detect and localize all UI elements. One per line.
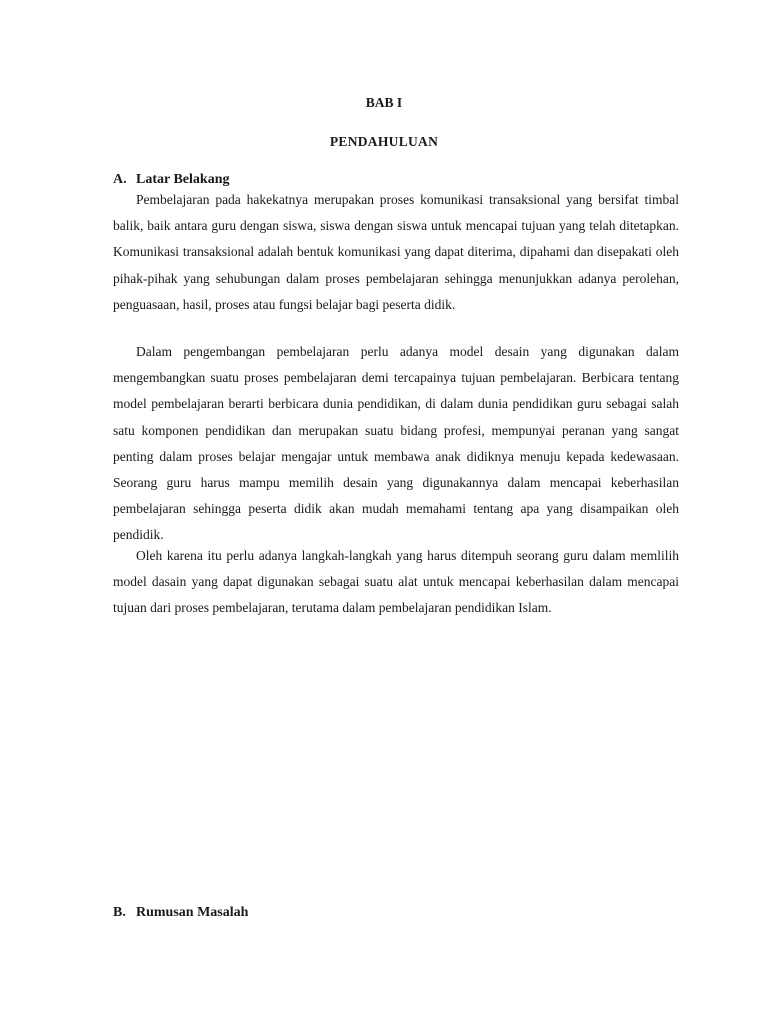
section-title: Latar Belakang	[136, 172, 230, 187]
section-letter: B.	[113, 905, 126, 920]
section-heading-rumusan-masalah	[113, 905, 248, 921]
chapter-number: BAB I	[365, 95, 403, 110]
chapter-title: PENDAHULUAN	[329, 134, 439, 149]
paragraph-2: Dalam pengembangan pembelajaran perlu adanya model desain yang digunakan dalam mengembangkan suatu proses pembelajaran demi tercapainya tujuan pembelajaran. Berbicara tentang model pembelajaran berarti berbicara dunia pendidikan, di dalam dunia pendidikan guru sebagai salah satu komponen pendidikan dan merupakan suatu bidang profesi, mempunyai peranan yang sangat penting dalam proses belajar mengajar untuk membawa anak didiknya menuju kepada kedewasaan. Seorang guru harus mampu memilih desain yang digunakannya dalam mencapai keberhasilan pembelajaran sehingga peserta didik akan mudah memahami tentang apa yang disampaikan oleh pendidik.	[113, 344, 679, 543]
paragraph-1: Pembelajaran pada hakekatnya merupakan proses komunikasi transaksional yang bersifat timbal balik, baik antara guru dengan siswa, siswa dengan siswa untuk mencapai tujuan yang telah ditetapkan. Komunikasi transaksional adalah bentuk komunikasi yang dapat diterima, dipahami dan disepakati oleh pihak-pihak yang sehubungan dalam proses pembelajaran sehingga menunjukkan adanya perolehan, penguasaan, hasil, proses atau fungsi belajar bagi peserta didik.	[113, 192, 679, 312]
section-letter: A.	[113, 172, 127, 187]
paragraph-3: Oleh karena itu perlu adanya langkah-langkah yang harus ditempuh seorang guru dalam memlilih model dasain yang dapat digunakan sebagai suatu alat untuk mencapai keberhasilan dalam mencapai tujuan dari proses pembelajaran, terutama dalam pembelajaran pendidikan Islam.	[113, 548, 679, 616]
section-title: Rumusan Masalah	[136, 905, 249, 920]
section-heading-latar-belakang	[113, 172, 229, 188]
